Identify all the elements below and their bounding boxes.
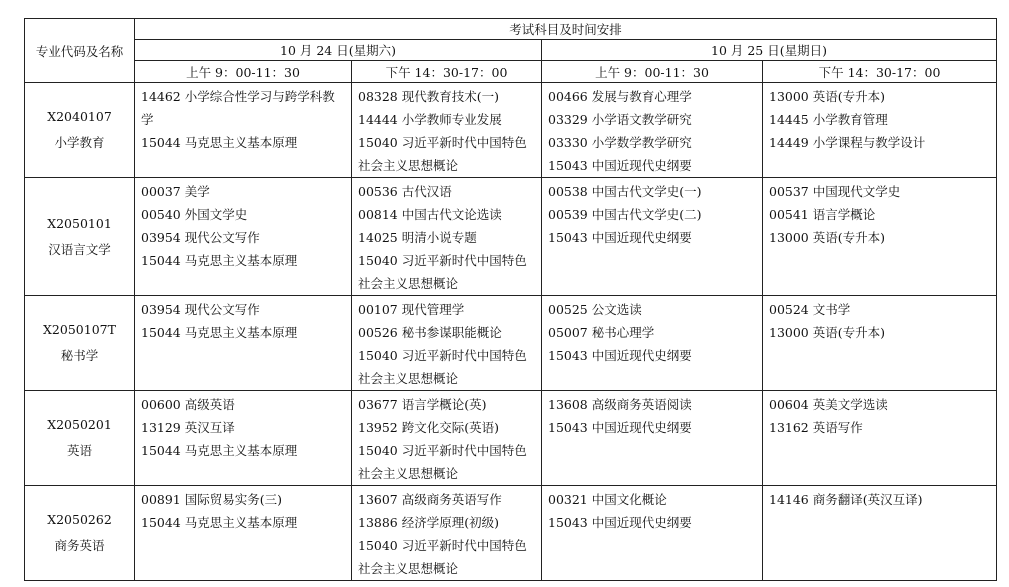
course-line: 03329 小学语文教学研究 — [548, 112, 692, 127]
course-line: 00539 中国古代文学史(二) — [548, 207, 702, 222]
course-line: 00600 高级英语 — [141, 397, 235, 412]
course-line: 15044 马克思主义基本原理 — [141, 443, 298, 458]
course-line: 社会主义思想概论 — [358, 276, 459, 291]
course-cell — [135, 296, 352, 391]
course-line: 00891 国际贸易实务(三) — [141, 492, 282, 507]
course-line: 00525 公文选读 — [548, 302, 642, 317]
schedule-title: 考试科目及时间安排 — [135, 19, 997, 40]
course-line: 13000 英语(专升本) — [769, 230, 885, 245]
course-line: 03330 小学数学教学研究 — [548, 135, 692, 150]
table-row — [25, 296, 997, 391]
major-code: X2050262 — [47, 512, 112, 527]
course-line: 15040 习近平新时代中国特色 — [358, 135, 527, 150]
course-line: 00107 现代管理学 — [358, 302, 465, 317]
course-line: 14449 小学课程与教学设计 — [769, 135, 926, 150]
course-cell — [135, 391, 352, 486]
course-cell — [763, 83, 997, 178]
course-cell — [135, 178, 352, 296]
course-line: 13607 高级商务英语写作 — [358, 492, 502, 507]
session-header-3: 上午 9：00-11：30 — [542, 61, 763, 83]
major-code: X2050101 — [47, 215, 112, 231]
course-line: 03677 语言学概论(英) — [358, 397, 487, 412]
course-cell — [352, 296, 542, 391]
course-line: 00526 秘书参谋职能概论 — [358, 325, 502, 340]
course-line: 03954 现代公文写作 — [141, 302, 260, 317]
course-line: 13129 英汉互译 — [141, 420, 235, 435]
course-line: 社会主义思想概论 — [358, 561, 459, 576]
course-line: 14445 小学教育管理 — [769, 112, 888, 127]
course-line: 13000 英语(专升本) — [769, 325, 885, 340]
header-row-sessions — [25, 61, 997, 83]
course-cell — [763, 296, 997, 391]
course-line: 00538 中国古代文学史(一) — [548, 184, 702, 199]
course-line: 14462 小学综合性学习与跨学科教 — [141, 89, 335, 104]
major-code: X2040107 — [47, 109, 112, 124]
major-name: 秘书学 — [60, 348, 99, 363]
course-cell — [763, 486, 997, 581]
course-line: 14025 明清小说专题 — [358, 230, 477, 245]
session-header-1: 上午 9：00-11：30 — [135, 61, 352, 83]
course-line: 15040 习近平新时代中国特色 — [358, 538, 527, 553]
major-name: 英语 — [66, 443, 92, 458]
course-line: 03954 现代公文写作 — [141, 230, 260, 245]
course-line: 00466 发展与教育心理学 — [548, 89, 692, 104]
course-line: 00536 古代汉语 — [358, 184, 452, 199]
session-header-2: 下午 14：30-17：00 — [352, 61, 542, 83]
course-line: 13886 经济学原理(初级) — [358, 515, 499, 530]
course-line: 00321 中国文化概论 — [548, 492, 667, 507]
major-name: 商务英语 — [54, 538, 105, 553]
major-code: X2050201 — [47, 417, 112, 432]
course-line: 15044 马克思主义基本原理 — [141, 325, 298, 340]
course-cell — [542, 391, 763, 486]
course-line: 00814 中国古代文论选读 — [358, 207, 502, 222]
session-header-4: 下午 14：30-17：00 — [763, 61, 997, 83]
major-cell — [25, 391, 135, 486]
course-line: 15043 中国近现代史纲要 — [548, 515, 692, 530]
course-line: 15043 中国近现代史纲要 — [548, 420, 692, 435]
course-line: 15040 习近平新时代中国特色 — [358, 253, 527, 268]
course-cell — [542, 83, 763, 178]
course-line: 13000 英语(专升本) — [769, 89, 885, 104]
course-line: 学 — [141, 112, 154, 127]
major-code: X2050107T — [43, 322, 116, 337]
course-line: 00524 文书学 — [769, 302, 851, 317]
course-line: 05007 秘书心理学 — [548, 325, 655, 340]
course-line: 15040 习近平新时代中国特色 — [358, 348, 527, 363]
course-line: 社会主义思想概论 — [358, 466, 459, 481]
course-cell — [542, 178, 763, 296]
course-cell — [135, 83, 352, 178]
course-line: 15044 马克思主义基本原理 — [141, 135, 298, 150]
major-name: 小学教育 — [54, 135, 105, 150]
exam-schedule-table — [24, 18, 997, 581]
course-line: 00540 外国文学史 — [141, 207, 248, 222]
course-line: 社会主义思想概论 — [358, 158, 459, 173]
table-row — [25, 486, 997, 581]
course-cell — [352, 391, 542, 486]
course-line: 08328 现代教育技术(一) — [358, 89, 499, 104]
day-header-1: 10 月 24 日(星期六) — [135, 40, 542, 61]
course-line: 15044 马克思主义基本原理 — [141, 253, 298, 268]
table-row — [25, 178, 997, 296]
course-line: 14146 商务翻译(英汉互译) — [769, 492, 923, 507]
day-header-2: 10 月 25 日(星期日) — [542, 40, 997, 61]
course-cell — [763, 391, 997, 486]
course-line: 15043 中国近现代史纲要 — [548, 348, 692, 363]
major-cell — [25, 296, 135, 391]
course-line: 13952 跨文化交际(英语) — [358, 420, 499, 435]
course-cell — [135, 486, 352, 581]
major-cell — [25, 178, 135, 296]
major-cell — [25, 83, 135, 178]
course-line: 13608 高级商务英语阅读 — [548, 397, 692, 412]
course-cell — [763, 178, 997, 296]
course-line: 00037 美学 — [141, 184, 210, 199]
course-line: 13162 英语写作 — [769, 420, 863, 435]
course-line: 15043 中国近现代史纲要 — [548, 158, 692, 173]
major-column-header: 专业代码及名称 — [25, 19, 135, 83]
course-line: 社会主义思想概论 — [358, 371, 459, 386]
course-cell — [542, 296, 763, 391]
table-row — [25, 83, 997, 178]
course-cell — [352, 178, 542, 296]
course-line: 00604 英美文学选读 — [769, 397, 888, 412]
header-row-title — [25, 19, 997, 40]
major-cell — [25, 486, 135, 581]
course-cell — [542, 486, 763, 581]
major-name: 汉语言文学 — [48, 241, 111, 257]
header-row-dates — [25, 40, 997, 61]
table-row — [25, 391, 997, 486]
course-line: 15043 中国近现代史纲要 — [548, 230, 692, 245]
course-line: 15044 马克思主义基本原理 — [141, 515, 298, 530]
course-line: 14444 小学教师专业发展 — [358, 112, 502, 127]
course-line: 00541 语言学概论 — [769, 207, 876, 222]
course-line: 00537 中国现代文学史 — [769, 184, 901, 199]
course-cell — [352, 83, 542, 178]
course-line: 15040 习近平新时代中国特色 — [358, 443, 527, 458]
course-cell — [352, 486, 542, 581]
